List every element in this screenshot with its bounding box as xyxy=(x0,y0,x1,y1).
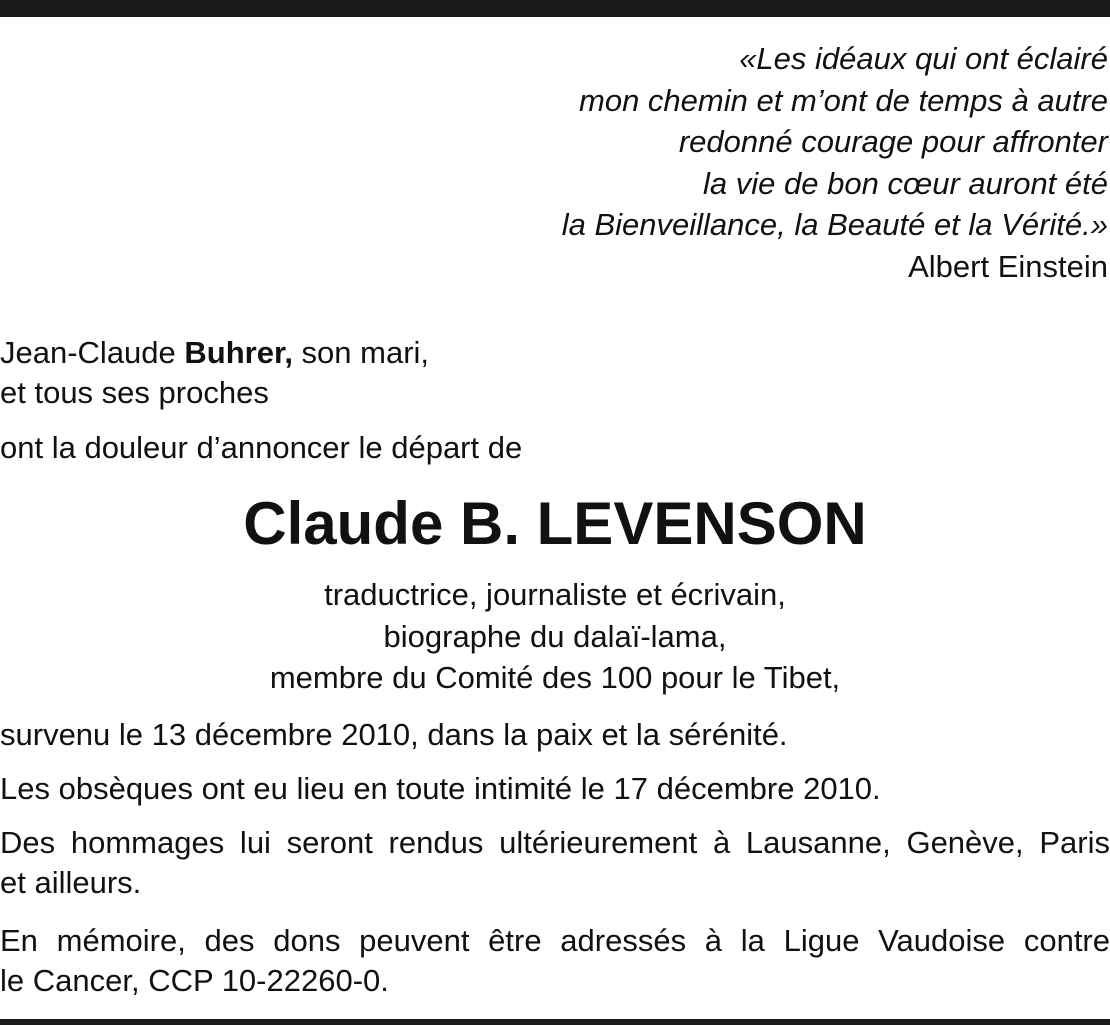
quote-line: la Bienveillance, la Beauté et la Vérité.» xyxy=(561,207,1108,242)
donations-text-line-1: En mémoire, des dons peuvent être adressés à la Ligue Vaudoise contre xyxy=(0,923,1110,958)
funeral-text: Les obsèques ont eu lieu en toute intimité le 17 décembre 2010. xyxy=(0,771,881,806)
tributes-text-line-2: et ailleurs. xyxy=(0,865,142,900)
intro-surname: Buhrer, xyxy=(184,335,293,370)
intro-line-2: et tous ses proches xyxy=(0,375,269,410)
funeral-paragraph xyxy=(0,769,1110,809)
family-intro xyxy=(0,333,429,413)
epigraph-quote xyxy=(562,38,1108,287)
intro-relation: son mari, xyxy=(292,335,430,370)
deceased-name: Claude B. LEVENSON xyxy=(243,490,867,557)
quote-line: «Les idéaux qui ont éclairé xyxy=(739,41,1108,76)
quote-author: Albert Einstein xyxy=(908,248,1108,284)
tributes-text-line-1: Des hommages lui seront rendus ultérieurement à Lausanne, Genève, Paris xyxy=(0,825,1110,860)
title-line: traductrice, journaliste et écrivain, xyxy=(324,577,786,612)
intro-first-name: Jean-Claude xyxy=(0,335,185,370)
tributes-paragraph xyxy=(0,823,1110,903)
death-text: survenu le 13 décembre 2010, dans la paix et la sérénité. xyxy=(0,717,788,752)
bottom-rule xyxy=(0,1019,1110,1025)
deceased-titles xyxy=(0,574,1110,699)
title-line: biographe du dalaï-lama, xyxy=(383,618,727,654)
announcement-text: ont la douleur d’annoncer le départ de xyxy=(0,430,523,465)
death-paragraph xyxy=(0,715,1110,755)
quote-line: mon chemin et m’ont de temps à autre xyxy=(579,82,1108,118)
intro-line-1 xyxy=(0,333,429,373)
quote-line: redonné courage pour affronter xyxy=(678,124,1108,159)
quote-line: la vie de bon cœur auront été xyxy=(703,165,1108,201)
donations-paragraph xyxy=(0,921,1110,1001)
title-line: membre du Comité des 100 pour le Tibet, xyxy=(269,660,841,695)
top-rule xyxy=(0,0,1110,17)
donations-text-line-2: le Cancer, CCP 10-22260-0. xyxy=(0,963,389,998)
